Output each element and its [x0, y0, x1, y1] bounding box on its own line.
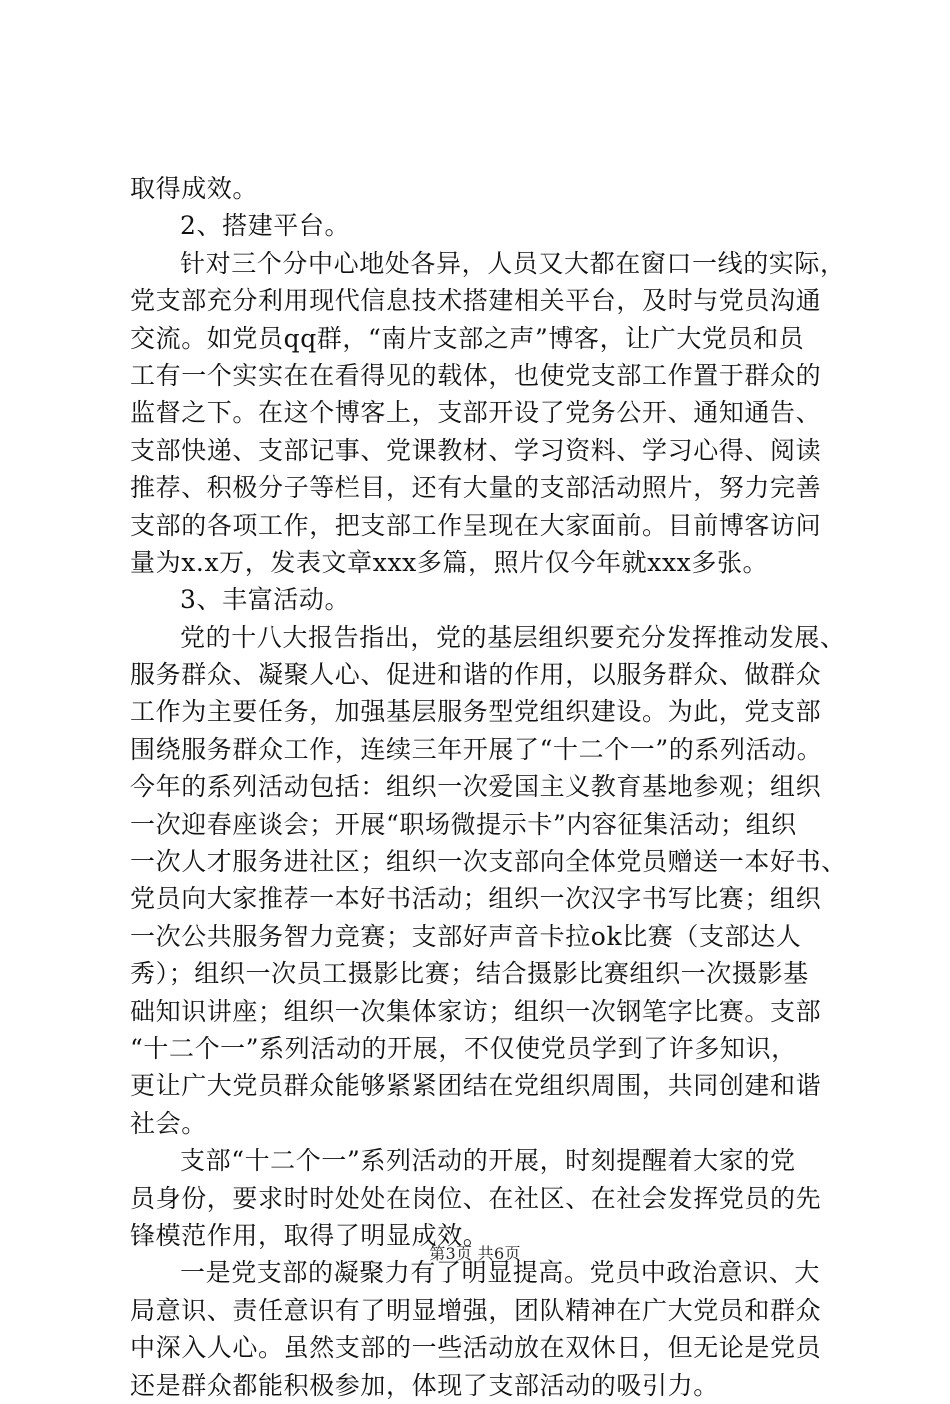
text-line: 锋模范作用，取得了明显成效。: [130, 1220, 489, 1250]
text-line: 取得成效。: [130, 174, 259, 203]
text-line: 础知识讲座；组织一次集体家访；组织一次钢笔字比赛。支部: [130, 996, 822, 1026]
text-line: 一次迎春座谈会；开展“职场微提示卡”内容征集活动；组织: [130, 809, 797, 839]
text-line: 今年的系列活动包括：组织一次爱国主义教育基地参观；组织: [130, 772, 822, 802]
text-line: 党的十八大报告指出，党的基层组织要充分发挥推动发展、: [180, 622, 846, 652]
text-line: 更让广大党员群众能够紧紧团结在党组织周围，共同创建和谐: [130, 1071, 822, 1101]
text-line: 局意识、责任意识有了明显增强，团队精神在广大党员和群众: [130, 1295, 822, 1325]
text-line: 工作为主要任务，加强基层服务型党组织建设。为此，党支部: [130, 697, 822, 727]
text-line: 支部的各项工作，把支部工作呈现在大家面前。目前博客访问: [130, 510, 822, 540]
text-line: 2、搭建平台。: [180, 211, 351, 241]
text-line: 秀）；组织一次员工摄影比赛；结合摄影比赛组织一次摄影基: [130, 959, 809, 989]
text-line: 推荐、积极分子等栏目，还有大量的支部活动照片，努力完善: [130, 473, 822, 503]
page-footer: 第3页 共6页: [429, 1244, 521, 1263]
text-line: 针对三个分中心地处各异，人员又大都在窗口一线的实际，: [180, 248, 846, 278]
text-line: 工有一个实实在在看得见的载体，也使党支部工作置于群众的: [130, 360, 822, 390]
text-line: 监督之下。在这个博客上，支部开设了党务公开、通知通告、: [130, 398, 822, 428]
text-line: 服务群众、凝聚人心、促进和谐的作用，以服务群众、做群众: [130, 660, 822, 690]
document-body: [130, 170, 847, 1404]
text-line: 一次人才服务进社区；组织一次支部向全体党员赠送一本好书、: [130, 847, 847, 877]
text-line: 一次公共服务智力竞赛；支部好声音卡拉ok比赛（支部达人: [130, 921, 802, 951]
text-line: 还是群众都能积极参加，体现了支部活动的吸引力。: [130, 1370, 719, 1400]
text-line: 党支部充分利用现代信息技术搭建相关平台，及时与党员沟通: [130, 286, 822, 316]
text-line: 3、丰富活动。: [180, 585, 351, 615]
text-line: 中深入人心。虽然支部的一些活动放在双休日，但无论是党员: [130, 1333, 822, 1363]
text-line: 党员向大家推荐一本好书活动；组织一次汉字书写比赛；组织: [130, 884, 822, 914]
text-line: 量为x.x万，发表文章xxx多篇，照片仅今年就xxx多张。: [130, 547, 769, 577]
text-line: 员身份，要求时时处处在岗位、在社区、在社会发挥党员的先: [130, 1183, 822, 1213]
text-line: 支部“十二个一”系列活动的开展，时刻提醒着大家的党: [180, 1146, 796, 1176]
text-line: 围绕服务群众工作，连续三年开展了“十二个一”的系列活动。: [130, 734, 823, 764]
text-line: 一是党支部的凝聚力有了明显提高。党员中政治意识、大: [180, 1258, 821, 1288]
text-line: 交流。如党员qq群，“南片支部之声”博客，让广大党员和员: [130, 323, 805, 353]
text-line: “十二个一”系列活动的开展，不仅使党员学到了许多知识，: [130, 1033, 797, 1063]
text-line: 支部快递、支部记事、党课教材、学习资料、学习心得、阅读: [130, 435, 822, 465]
text-line: 社会。: [130, 1108, 207, 1138]
